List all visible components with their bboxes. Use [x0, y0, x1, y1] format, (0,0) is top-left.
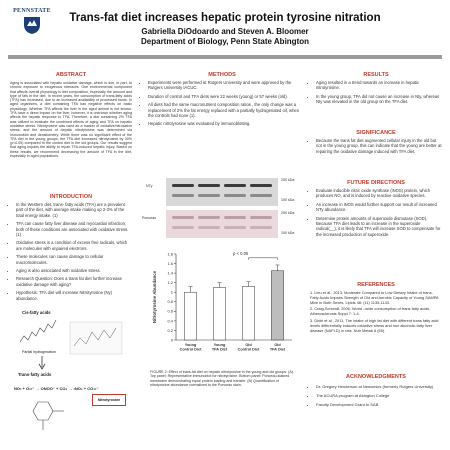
references-list [310, 291, 442, 333]
list-item: • Hepatic nitrotyrosine was evaluated by immunoblotting. [148, 121, 302, 126]
introduction-section [10, 194, 132, 304]
results-section [310, 72, 442, 108]
list-item: • Research Question: Does a trans fat diet further increase oxidative damage with aging? [16, 276, 132, 287]
poster-affiliation: Department of Biology, Penn State Abington [141, 37, 309, 46]
partial-hydrogenation-label: Partial hydrogenation [22, 350, 56, 354]
methods-heading: METHODS [208, 72, 236, 78]
references-section [310, 282, 442, 333]
reference-item: 1. Lieu et al., 2013, Moderate Compared to Low Dietary Intake of trans- Fatty Acids Impairs Strength of Old and Aerobic Capacity of Young SAMP8 Mice in Both Sexes. Lipids 48: (11) 1135-1143. [310, 290, 439, 305]
acknowledgments-list [310, 382, 442, 409]
future-directions-list [310, 188, 442, 237]
mw-label: 250 kDa [281, 211, 295, 215]
list-item: • Determine protein amounts of superoxide dismutase (SOD). Because TFA diet leads to an increase in the superoxide radical(__), it is likely that TFA will increase SOD to compensate for the increased production of superoxide. [316, 216, 442, 238]
list-item: • Duration of control and TFA diets were 22 weeks (young) or 57 weeks (old). [148, 94, 302, 99]
list-item: • Evaluate inducible nitric oxide synthase (iNOS) protein, which produces NO, and is induced by reactive oxidative species. [316, 188, 442, 199]
hydrogenation-scheme [66, 316, 126, 360]
acknowledgments-section [310, 374, 442, 409]
y-tick-label: 1.8 [167, 251, 173, 257]
x-tick-label: Young [213, 343, 226, 347]
nitrotyrosine-bar-chart [142, 248, 302, 366]
poster-authors: Gabriella DiOdoardo and Steven A. Bloomer [141, 27, 309, 36]
bar [271, 271, 283, 340]
list-item: • In the young group, TFA did not cause an increase in Nty, whereas Nty was elevated in the old group on the TFA diet. [316, 94, 442, 105]
acknowledgments-heading: ACKNOWLEDGMENTS [346, 374, 406, 380]
y-tick-label: 1.2 [167, 280, 173, 286]
reaction-equation: NO• + O₂•⁻ → ONOO⁻ + CO₂ → •NO₂ + CO₃•⁻ [14, 386, 99, 391]
list-item: • The ACURA program at Abington College [316, 391, 442, 400]
x-tick-label: Control Diet [237, 347, 260, 352]
methods-section [142, 72, 302, 130]
reference-item: 3. Dhibi et al., 2011, The intake of high fat diet with different trans fatty acid levels differentially induces oxidative stress and non alcoholic fatty liver disease (NAFLD) in rats. Nutr Metab 8 (65). [310, 317, 439, 333]
list-item: • An increase in iNOS would further support our result of increased NTy abundance. [316, 202, 442, 213]
y-tick-label: 1 [170, 289, 173, 295]
bar [242, 286, 254, 340]
list-item: • Oxidative stress is a condition of excess free radicals, which are molecules with unpaired electrons. [16, 240, 132, 251]
y-tick-label: 0 [170, 337, 173, 343]
future-directions-heading: FUTURE DIRECTIONS [347, 180, 405, 186]
mw-label: 250 kDa [281, 178, 295, 182]
fatty-acid-diagram [10, 308, 132, 443]
significance-list [310, 138, 442, 154]
list-item: • Aging is also associated with oxidative stress. [16, 268, 132, 273]
mw-label: 100 kDa [281, 198, 295, 202]
y-tick-label: 0.2 [167, 327, 173, 333]
results-heading: RESULTS [363, 72, 389, 78]
immunoblot-panel [142, 178, 302, 240]
significance-heading: SIGNIFICANCE [356, 130, 396, 136]
methods-list [142, 80, 302, 127]
list-item: • Hypothesis: TFA diet will increase Nitrotyrosine (Ny) abundance. [16, 290, 132, 301]
nty-blot-image [166, 178, 278, 206]
bar [184, 292, 196, 340]
list-item: • Experiments were performed at Rutgers University and were approved by the Rutgers University IACUC. [148, 80, 302, 91]
bar [213, 287, 225, 340]
introduction-heading: INTRODUCTION [49, 194, 93, 200]
reference-item: 2. Craig-Schmidt, 2006, World –wide consumption of trans fatty acids. Atherosclerosis Suppl 7: 1-4. [310, 306, 431, 317]
list-item: • These molecules can cause damage to cellular macromolecules. [16, 254, 132, 265]
x-tick-label: TFA Diet [211, 347, 228, 352]
nitrotyrosine-box: Nitrotyrosine [92, 394, 126, 406]
mw-label: 100 kDa [281, 231, 295, 235]
x-tick-label: TFA Diet [269, 347, 286, 352]
tyrosine-structure [18, 396, 82, 436]
abstract-section [10, 72, 132, 158]
ponceau-blot-image [166, 210, 278, 238]
abstract-text: Aging is associated with hepatic oxidative damage, which is due, in part, to chronic exposure to exogenous stressors. One environmental component that affects overall physiology is diet composition, especially the amount and type of fats in the diet. In recent years, the consumption of trans-fatty acids (TFA) has increased, due to an increased availability of processed foods. In aged organisms, a diet containing TFA has negative effects on basic physiology. Whether TFA affects the liver in the aged animal is not known. TFA have a direct impact on the liver, however, it is unknown whether aging affects the hepatic response to TFA. Therefore, a diet containing 2% TFA was utilized to evaluate the combined effects of aging and TFA on hepatic oxidative stress. Nitrotyrosine was used as a marker of oxidative/nitrosative stress, and the amount of hepatic nitrotyrosine was determined via immunoblot and densitometry. While there was no significant effect of the TFA diet in the young groups, the TFA diet increased nitrotyrosine by 30% (p<0.05) compared to the control diet in the old groups. Our results suggest that aging impairs the ability to repair TFA-induced hepatic injury. Based on these results, we recommend decreasing the amount of TFA in the diet, especially in aged populations. [10, 81, 132, 159]
header-divider [8, 55, 442, 59]
y-tick-label: 0.4 [167, 318, 173, 324]
y-tick-label: 0.6 [167, 308, 173, 314]
figure-caption: FIGURE 2: Effect of trans-fat diet on hepatic nitrotyrosine in the young and old groups. (A) Top panel: Representative immunoblot for nitrotyrosine. Bottom panel: Ponceau-stained membrane demonstrating equal protein loading and transfer. (B) Quantification of nitrotyrosine abundance normalized to the Ponceau stain. [150, 370, 293, 388]
x-tick-label: Old [274, 343, 281, 347]
logo-wordmark: PENNSTATE [13, 8, 51, 14]
y-tick-label: 1.4 [167, 270, 173, 276]
list-item: • TFA can cause fatty liver disease and myocardial infarction, both of these conditions are associated with oxidative stress. (1) [16, 221, 132, 237]
references-heading: REFERENCES [357, 282, 395, 288]
list-item: • Aging resulted in a trend towards an increase in hepatic nitrotyrosine. [316, 80, 442, 91]
abstract-heading: ABSTRACT [55, 72, 87, 78]
y-tick-label: 1.6 [167, 260, 173, 266]
trans-fatty-acid-label: Trans-fatty acids [18, 372, 52, 377]
introduction-list [10, 202, 132, 301]
x-tick-label: Old [245, 343, 252, 347]
list-item: • In the Western diet, trans- fatty acids (TFA) are a prevalent part of the diet, with average intake making up 2-3% of the total energy intake. (1) [16, 202, 132, 218]
poster-title: Trans-fat diet increases hepatic protein tyrosine nitration [69, 12, 381, 24]
nty-row-label: NTy [146, 184, 153, 188]
list-item: • Faculty Development Grant to SAB [316, 400, 442, 409]
list-item: • Dr. Gregory Henderson at Newomics (formerly Rutgers University) [316, 382, 442, 391]
list-item: • All diets had the same macronutrient composition ratios , the only change was a replacement of 2% the fat energy replaced with a partially hydrogenated oil, when the controls had none (1). [148, 102, 302, 118]
y-axis-label: Nitrotyrosine Abundance [152, 270, 157, 324]
y-tick-label: 0.8 [167, 299, 173, 305]
x-tick-label: Control Diet [179, 347, 202, 352]
cis-fatty-acid-label: Cis-fatty acids [22, 310, 51, 315]
list-item: • Because the trans fat diet augmented cellular injury in the old but not in the young group, this can indicate that the young are better at repairing the oxidative damage induced with TFA diet. [316, 138, 442, 154]
significance-section [310, 130, 442, 157]
future-directions-section [310, 180, 442, 240]
x-tick-label: Young [184, 343, 197, 347]
ponceau-row-label: Ponceau [142, 216, 157, 220]
results-list [310, 80, 442, 105]
cis-molecule-diagram [18, 318, 58, 346]
p-value-annotation: p < 0.05 [233, 250, 249, 256]
arrow-down-icon [38, 356, 46, 370]
